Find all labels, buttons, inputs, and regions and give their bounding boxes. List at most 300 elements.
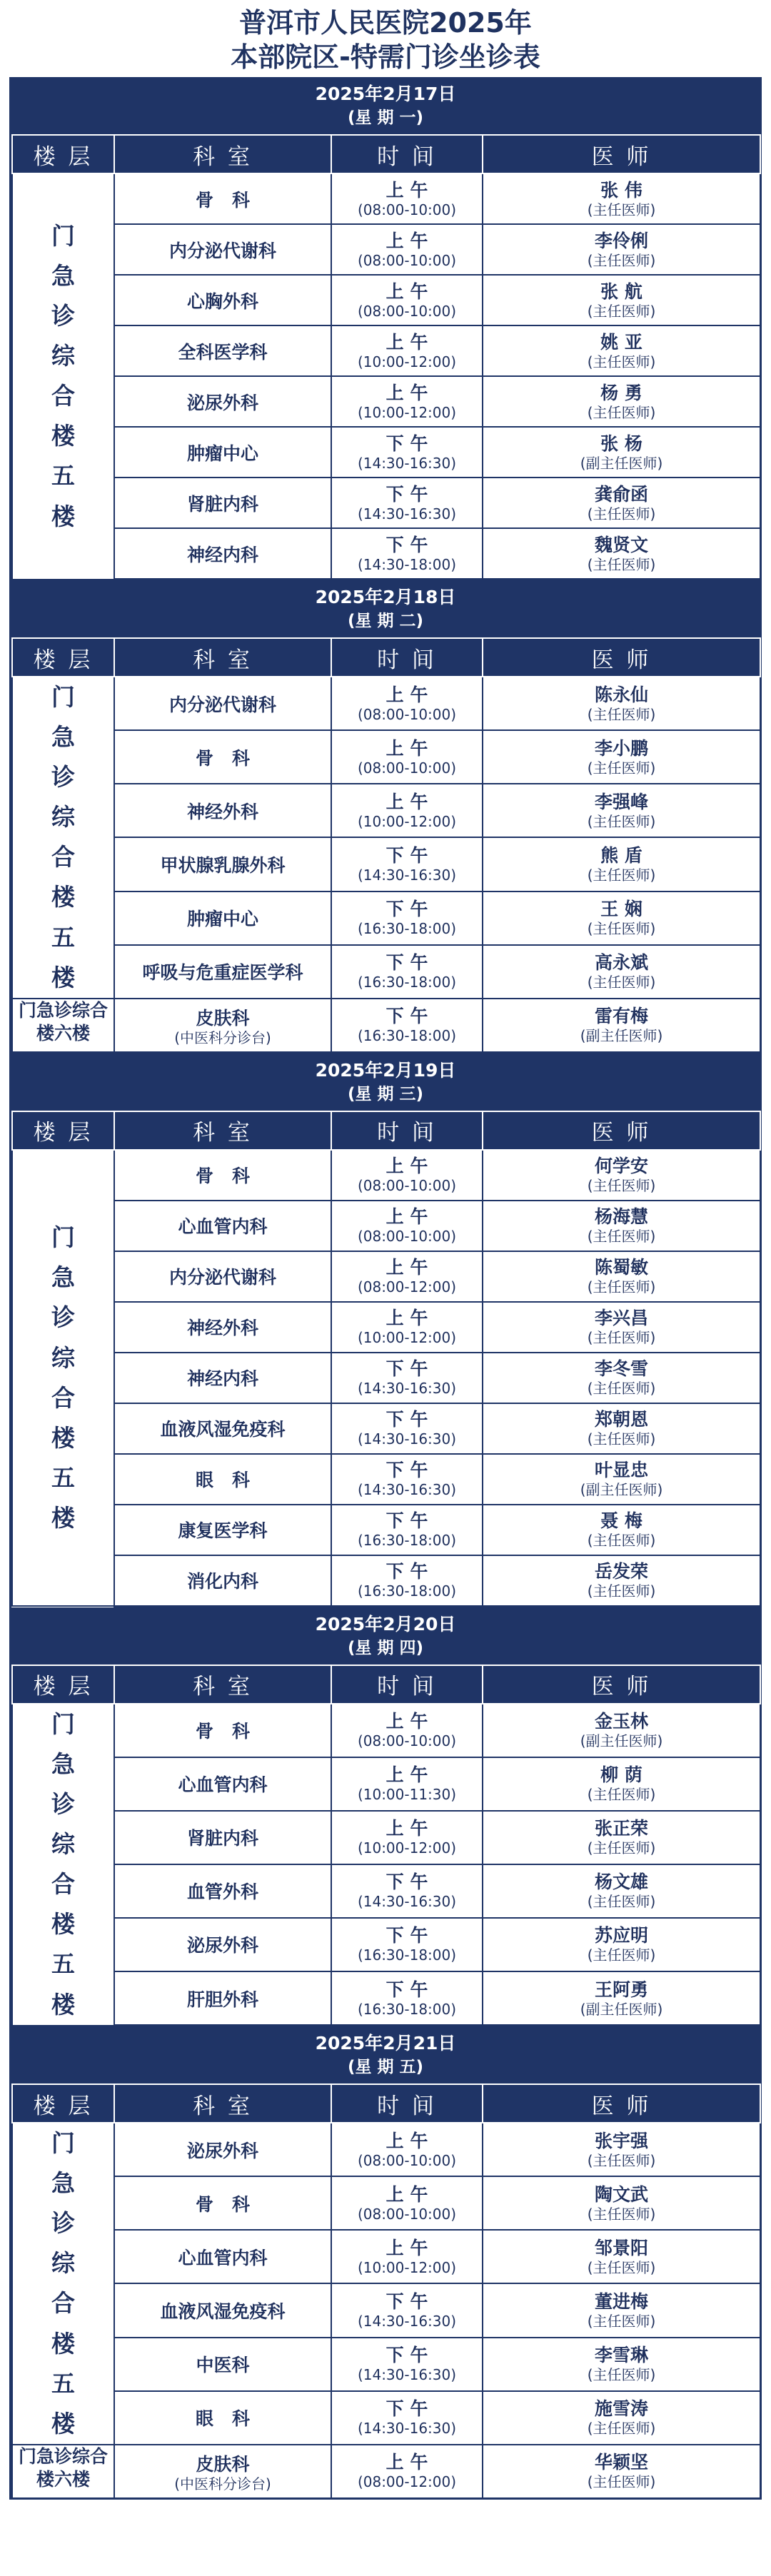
doctor-name: 柳 荫 [600,1764,642,1786]
department-name: 神经内科 [186,1368,258,1390]
doctor-cell [483,427,760,478]
time-period: 上 午 [386,737,428,759]
doctor-name: 张 伟 [600,179,642,201]
department-cell [114,1757,331,1811]
table-row [12,837,760,891]
time-cell [331,275,483,325]
department-cell [114,2123,331,2176]
doctor-name: 李兴昌 [594,1308,648,1329]
department-cell [114,325,331,376]
header-doctor: 医 师 [483,1665,760,1704]
time-cell [331,837,483,891]
time-period: 上 午 [386,2452,428,2473]
doctor-cell [483,2338,760,2391]
department-name: 血液风湿免疫科 [160,2301,286,2323]
page-subtitle: 本部院区-特需门诊坐诊表 [231,41,540,73]
time-cell [331,1918,483,1971]
doctor-name: 雷有梅 [594,1006,648,1027]
time-range: (10:00-12:00) [357,353,457,370]
doctor-title: (主任医师) [587,1786,656,1804]
department-cell [114,2338,331,2391]
time-cell [331,2283,483,2337]
department-cell [114,427,331,478]
department-name: 内分泌代谢科 [168,694,276,715]
time-period: 上 午 [386,791,428,812]
doctor-cell [483,999,760,1053]
table-row [12,730,760,784]
doctor-name: 何学安 [594,1156,648,1177]
time-cell [331,730,483,784]
doctor-cell [483,2445,760,2499]
doctor-title: (主任医师) [587,1946,656,1964]
table-row [12,2391,760,2445]
time-cell [331,784,483,837]
header-department: 科 室 [114,135,331,173]
header-row [12,638,760,677]
floor-cell [12,2445,114,2499]
header-floor: 楼 层 [12,1111,114,1150]
time-period: 下 午 [386,1925,428,1946]
time-cell [331,325,483,376]
table-row [12,2338,760,2391]
department-cell [114,478,331,528]
day-section [11,1054,760,1607]
doctor-name: 郑朝恩 [594,1409,648,1430]
department-name: 血液风湿免疫科 [160,1419,286,1440]
doctor-title: (主任医师) [587,302,656,320]
doctor-title: (主任医师) [587,920,656,938]
schedule-days [9,77,762,2500]
doctor-cell [483,1555,760,1607]
department-name: 肿瘤中心 [186,443,258,464]
table-row [12,677,760,730]
header-doctor: 医 师 [483,135,760,173]
time-range: (16:30-18:00) [357,1946,457,1964]
table-row [12,1353,760,1403]
time-range: (08:00-10:00) [357,2205,457,2223]
doctor-name: 王 娴 [600,899,642,920]
doctor-cell [483,1864,760,1918]
floor-cell [12,1150,114,1607]
department-cell [114,1302,331,1353]
time-range: (16:30-18:00) [357,1532,457,1550]
doctor-title: (主任医师) [587,2313,656,2330]
department-note: (中医科分诊台) [174,2475,271,2493]
doctor-cell [483,2391,760,2445]
time-cell [331,1201,483,1251]
day-weekday: (星 期 四) [347,1638,424,1657]
time-period: 上 午 [386,331,428,353]
doctor-title: (主任医师) [587,2366,656,2384]
department-cell [114,376,331,427]
table-row [12,1454,760,1505]
time-cell [331,945,483,999]
department-cell [114,1918,331,1971]
table-row [12,2283,760,2337]
floor-label: 门急诊综合楼五楼 [51,221,75,530]
doctor-title: (副主任医师) [580,1027,663,1045]
doctor-title: (主任医师) [587,1380,656,1398]
department-name: 皮肤科 [196,2454,250,2475]
time-range: (08:00-10:00) [357,759,457,777]
floor-cell [12,1704,114,2026]
department-cell [114,677,331,730]
header-department: 科 室 [114,1665,331,1704]
time-range: (14:30-16:30) [357,1380,457,1398]
doctor-name: 杨海慧 [594,1206,648,1228]
department-name: 心血管内科 [178,2247,268,2268]
time-cell [331,2391,483,2445]
header-time: 时 间 [331,1665,483,1704]
time-range: (10:00-11:30) [357,1786,457,1804]
doctor-cell [483,224,760,275]
time-range: (14:30-16:30) [357,866,457,884]
doctor-name: 华颖坚 [594,2452,648,2473]
time-cell [331,1454,483,1505]
doctor-cell [483,275,760,325]
doctor-cell [483,784,760,837]
department-cell [114,892,331,945]
table-row [12,2123,760,2176]
doctor-cell [483,376,760,427]
table-row [12,1505,760,1555]
doctor-name: 苏应明 [594,1925,648,1946]
header-row [12,1665,760,1704]
schedule-table [11,134,761,580]
time-cell [331,528,483,580]
doctor-cell [483,730,760,784]
department-name: 骨 科 [195,1721,251,1742]
department-name: 眼 科 [195,1470,251,1491]
header-time: 时 间 [331,135,483,173]
time-cell [331,1555,483,1607]
doctor-cell [483,2176,760,2230]
day-banner [11,77,760,134]
time-cell [331,2230,483,2283]
doctor-title: (主任医师) [587,201,656,218]
department-name: 眼 科 [195,2408,251,2430]
doctor-title: (主任医师) [587,1582,656,1600]
doctor-title: (主任医师) [587,1177,656,1195]
header-department: 科 室 [114,1111,331,1150]
doctor-cell [483,1353,760,1403]
time-period: 上 午 [386,1257,428,1278]
department-name: 泌尿外科 [186,2140,258,2161]
table-row [12,945,760,999]
time-range: (08:00-10:00) [357,2151,457,2169]
department-name: 骨 科 [195,747,251,769]
floor-label: 门急诊综合楼五楼 [51,1709,75,2019]
time-range: (16:30-18:00) [357,1582,457,1600]
doctor-title: (主任医师) [587,1839,656,1857]
floor-cell [12,677,114,999]
time-period: 下 午 [386,433,428,454]
table-row [12,2445,760,2499]
time-period: 上 午 [386,281,428,302]
time-cell [331,892,483,945]
time-range: (14:30-16:30) [357,2366,457,2384]
time-range: (08:00-10:00) [357,1228,457,1246]
department-name: 肾脏内科 [186,493,258,515]
doctor-name: 姚 亚 [600,331,642,353]
time-range: (16:30-18:00) [357,920,457,938]
doctor-title: (主任医师) [587,403,656,421]
time-period: 上 午 [386,382,428,403]
doctor-title: (主任医师) [587,2473,656,2491]
table-row [12,892,760,945]
doctor-title: (主任医师) [587,812,656,830]
department-cell [114,528,331,580]
time-cell [331,2338,483,2391]
table-row [12,1302,760,1353]
department-cell [114,224,331,275]
doctor-title: (主任医师) [587,974,656,991]
floor-label: 门急诊综合楼六楼 [18,2445,108,2490]
day-date: 2025年2月19日 [315,1059,456,1081]
doctor-name: 陈永仙 [594,684,648,705]
table-row [12,1757,760,1811]
table-row [12,1704,760,1757]
time-cell [331,1302,483,1353]
doctor-name: 张 杨 [600,433,642,454]
table-row [12,1864,760,1918]
table-row [12,999,760,1053]
time-period: 下 午 [386,534,428,555]
time-cell [331,1505,483,1555]
header-row [12,1111,760,1150]
department-cell [114,1403,331,1454]
doctor-cell [483,528,760,580]
table-row [12,376,760,427]
time-period: 下 午 [386,483,428,505]
doctor-name: 陶文武 [594,2183,648,2205]
time-cell [331,999,483,1053]
floor-label: 门急诊综合楼六楼 [18,999,108,1044]
floor-label: 门急诊综合楼五楼 [51,683,75,991]
department-name: 泌尿外科 [186,392,258,413]
time-period: 下 午 [386,1006,428,1027]
time-cell [331,173,483,224]
doctor-cell [483,325,760,376]
table-row [12,224,760,275]
doctor-name: 高永斌 [594,952,648,974]
department-cell [114,2176,331,2230]
department-cell [114,1555,331,1607]
time-cell [331,427,483,478]
header-floor: 楼 层 [12,1665,114,1704]
department-cell [114,1704,331,1757]
department-cell [114,1150,331,1201]
department-name: 肝胆外科 [186,1989,258,2010]
department-cell [114,1251,331,1302]
department-cell [114,784,331,837]
department-name: 泌尿外科 [186,1935,258,1956]
table-row [12,528,760,580]
doctor-title: (主任医师) [587,1228,656,1246]
header-doctor: 医 师 [483,2084,760,2123]
department-name: 呼吸与危重症医学科 [142,962,303,984]
doctor-name: 叶显忠 [594,1460,648,1481]
doctor-cell [483,1403,760,1454]
department-cell [114,730,331,784]
time-period: 上 午 [386,1764,428,1786]
doctor-name: 张 航 [600,281,642,302]
header-time: 时 间 [331,2084,483,2123]
doctor-title: (副主任医师) [580,1732,663,1750]
department-name: 甲状腺乳腺外科 [160,854,286,876]
department-name: 心血管内科 [178,1774,268,1796]
table-row [12,478,760,528]
doctor-cell [483,1811,760,1864]
doctor-name: 金玉林 [594,1711,648,1732]
doctor-name: 王阿勇 [594,1979,648,2000]
schedule-table [11,1665,761,2026]
header-floor: 楼 层 [12,638,114,677]
doctor-cell [483,1704,760,1757]
table-row [12,173,760,224]
table-row [12,1150,760,1201]
time-period: 上 午 [386,1156,428,1177]
day-weekday: (星 期 三) [347,1084,424,1103]
doctor-name: 李雪琳 [594,2345,648,2366]
day-section [11,580,760,1054]
doctor-title: (主任医师) [587,1532,656,1550]
time-range: (14:30-16:30) [357,1430,457,1448]
doctor-name: 张宇强 [594,2130,648,2151]
department-cell [114,2445,331,2499]
doctor-name: 魏贤文 [594,534,648,555]
department-cell [114,1353,331,1403]
time-period: 上 午 [386,2237,428,2258]
doctor-name: 熊 盾 [600,844,642,866]
header-doctor: 医 师 [483,638,760,677]
time-cell [331,1704,483,1757]
header-floor: 楼 层 [12,135,114,173]
time-cell [331,1403,483,1454]
doctor-name: 聂 梅 [600,1510,642,1532]
time-range: (14:30-16:30) [357,1481,457,1499]
day-banner [11,580,760,637]
department-cell [114,173,331,224]
doctor-cell [483,173,760,224]
header-department: 科 室 [114,2084,331,2123]
doctor-cell [483,1757,760,1811]
department-name: 内分泌代谢科 [168,240,276,261]
table-row [12,325,760,376]
time-range: (14:30-18:00) [357,555,457,573]
header-row [12,135,760,173]
doctor-title: (主任医师) [587,2420,656,2438]
time-period: 下 午 [386,1510,428,1532]
table-row [12,1251,760,1302]
table-row [12,1555,760,1607]
day-section [11,77,760,580]
doctor-cell [483,1302,760,1353]
floor-label: 门急诊综合楼五楼 [51,1223,75,1532]
department-cell [114,837,331,891]
department-cell [114,2230,331,2283]
time-period: 下 午 [386,1561,428,1582]
department-cell [114,999,331,1053]
schedule-table [11,2083,761,2500]
department-cell [114,275,331,325]
day-banner [11,2026,760,2083]
doctor-title: (主任医师) [587,2151,656,2169]
department-cell [114,1454,331,1505]
time-cell [331,677,483,730]
doctor-title: (主任医师) [587,251,656,269]
doctor-cell [483,892,760,945]
doctor-name: 李小鹏 [594,737,648,759]
table-row [12,1811,760,1864]
day-date: 2025年2月21日 [315,2033,456,2054]
doctor-name: 陈蜀敏 [594,1257,648,1278]
doctor-title: (主任医师) [587,1430,656,1448]
table-row [12,2176,760,2230]
doctor-name: 董进梅 [594,2291,648,2313]
time-period: 上 午 [386,684,428,705]
header-doctor: 医 师 [483,1111,760,1150]
floor-label: 门急诊综合楼五楼 [51,2129,75,2438]
doctor-title: (主任医师) [587,555,656,573]
doctor-title: (主任医师) [587,1893,656,1911]
time-range: (10:00-12:00) [357,1329,457,1347]
table-row [12,2230,760,2283]
doctor-cell [483,1918,760,1971]
time-period: 下 午 [386,2291,428,2313]
department-name: 骨 科 [195,1166,251,1187]
department-name: 皮肤科 [196,1008,250,1029]
doctor-name: 李强峰 [594,791,648,812]
header-department: 科 室 [114,638,331,677]
time-range: (16:30-18:00) [357,1027,457,1045]
department-name: 心胸外科 [186,291,258,312]
day-date: 2025年2月18日 [315,587,456,607]
department-name: 中医科 [196,2355,250,2376]
doctor-cell [483,1150,760,1201]
day-banner [11,1607,760,1665]
department-name: 神经内科 [186,544,258,565]
day-weekday: (星 期 二) [347,612,424,630]
time-range: (10:00-12:00) [357,812,457,830]
day-date: 2025年2月17日 [315,84,456,104]
doctor-title: (副主任医师) [580,2000,663,2018]
department-name: 骨 科 [195,2193,251,2215]
time-period: 下 午 [386,2345,428,2366]
department-cell [114,2283,331,2337]
time-range: (14:30-16:30) [357,2420,457,2438]
department-name: 肾脏内科 [186,1828,258,1849]
time-period: 下 午 [386,2398,428,2420]
floor-cell [12,999,114,1053]
doctor-title: (主任医师) [587,705,656,723]
time-period: 上 午 [386,1308,428,1329]
time-range: (10:00-12:00) [357,2258,457,2276]
time-period: 下 午 [386,1979,428,2000]
time-period: 下 午 [386,1872,428,1893]
time-range: (14:30-16:30) [357,1893,457,1911]
table-row [12,1971,760,2026]
time-range: (10:00-12:00) [357,403,457,421]
time-range: (14:30-16:30) [357,505,457,522]
time-cell [331,1150,483,1201]
day-section [11,1607,760,2026]
department-name: 消化内科 [186,1571,258,1592]
time-range: (14:30-16:30) [357,2313,457,2330]
time-cell [331,1864,483,1918]
time-range: (08:00-10:00) [357,1177,457,1195]
department-name: 心血管内科 [178,1216,268,1238]
